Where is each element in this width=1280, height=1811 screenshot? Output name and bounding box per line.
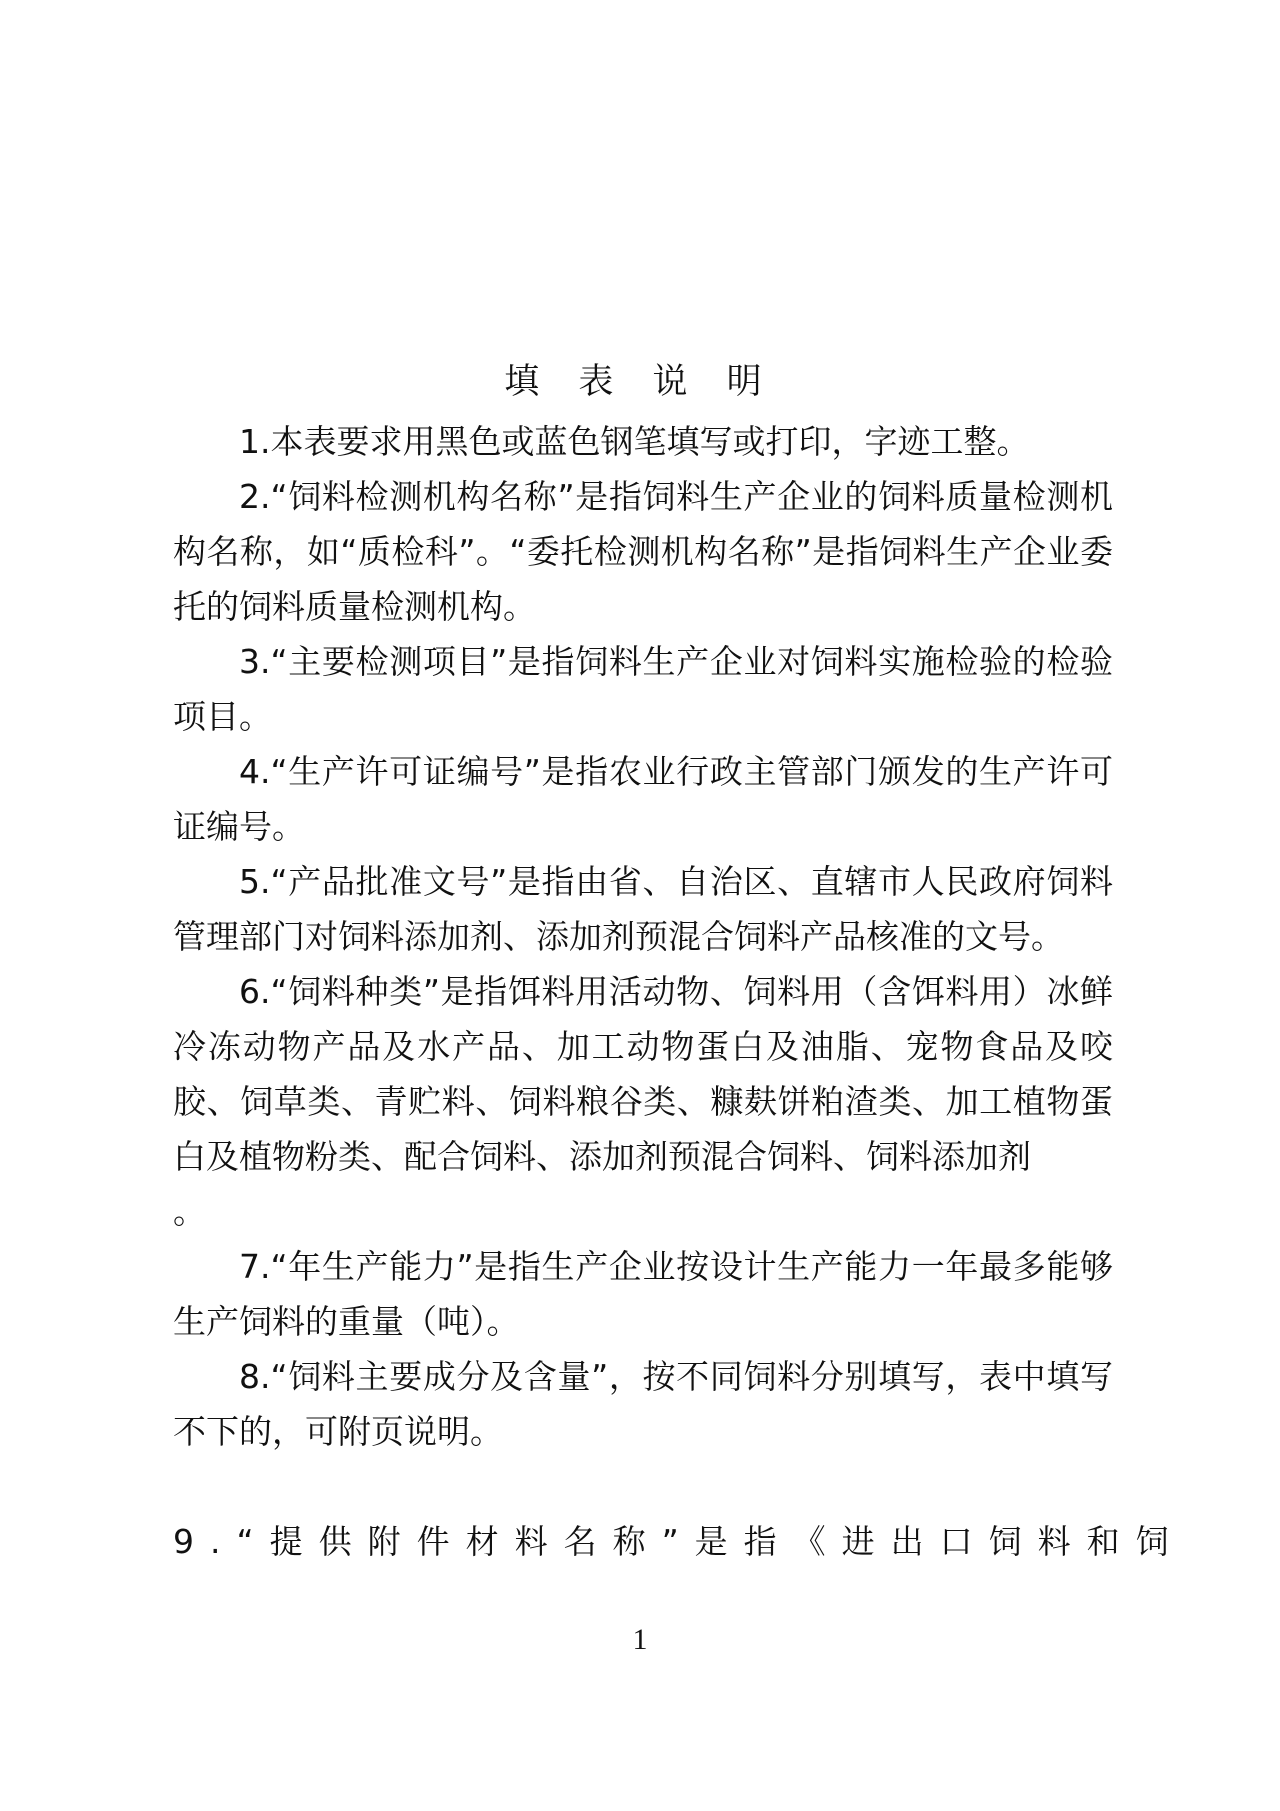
instruction-item-9: 9.“提供附件材料名称”是指《进出口饲料和饲	[173, 1522, 1185, 1561]
instruction-item-8: 8.“饲料主要成分及含量”，按不同饲料分别填写，表中填写不下的，可附页说明。	[173, 1357, 1113, 1451]
instructions-body	[173, 414, 1185, 1569]
instruction-item-4: 4.“生产许可证编号”是指农业行政主管部门颁发的生产许可证编号。	[173, 752, 1113, 846]
page-title: 填 表 说 明	[504, 362, 776, 402]
instruction-item-6-tail: 。	[173, 1192, 206, 1231]
instruction-item-2: 2.“饲料检测机构名称”是指饲料生产企业的饲料质量检测机构名称，如“质检科”。“委托检测机构名称”是指饲料生产企业委托的饲料质量检测机构。	[173, 477, 1113, 626]
page-number: 1	[632, 1623, 648, 1656]
instruction-item-3: 3.“主要检测项目”是指饲料生产企业对饲料实施检验的检验项目。	[173, 642, 1113, 736]
instruction-item-7: 7.“年生产能力”是指生产企业按设计生产能力一年最多能够生产饲料的重量（吨）。	[173, 1247, 1113, 1341]
instruction-item-1: 1.本表要求用黑色或蓝色钢笔填写或打印，字迹工整。	[239, 422, 1030, 461]
instruction-item-5: 5.“产品批准文号”是指由省、自治区、直辖市人民政府饲料管理部门对饲料添加剂、添加剂预混合饲料产品核准的文号。	[173, 862, 1113, 956]
instruction-item-6: 6.“饲料种类”是指饵料用活动物、饲料用（含饵料用）冰鲜冷冻动物产品及水产品、加工动物蛋白及油脂、宠物食品及咬胶、饲草类、青贮料、饲料粮谷类、糠麸饼粕渣类、加工植物蛋白及植物粉类、配合饲料、添加剂预混合饲料、饲料添加剂	[173, 972, 1113, 1176]
